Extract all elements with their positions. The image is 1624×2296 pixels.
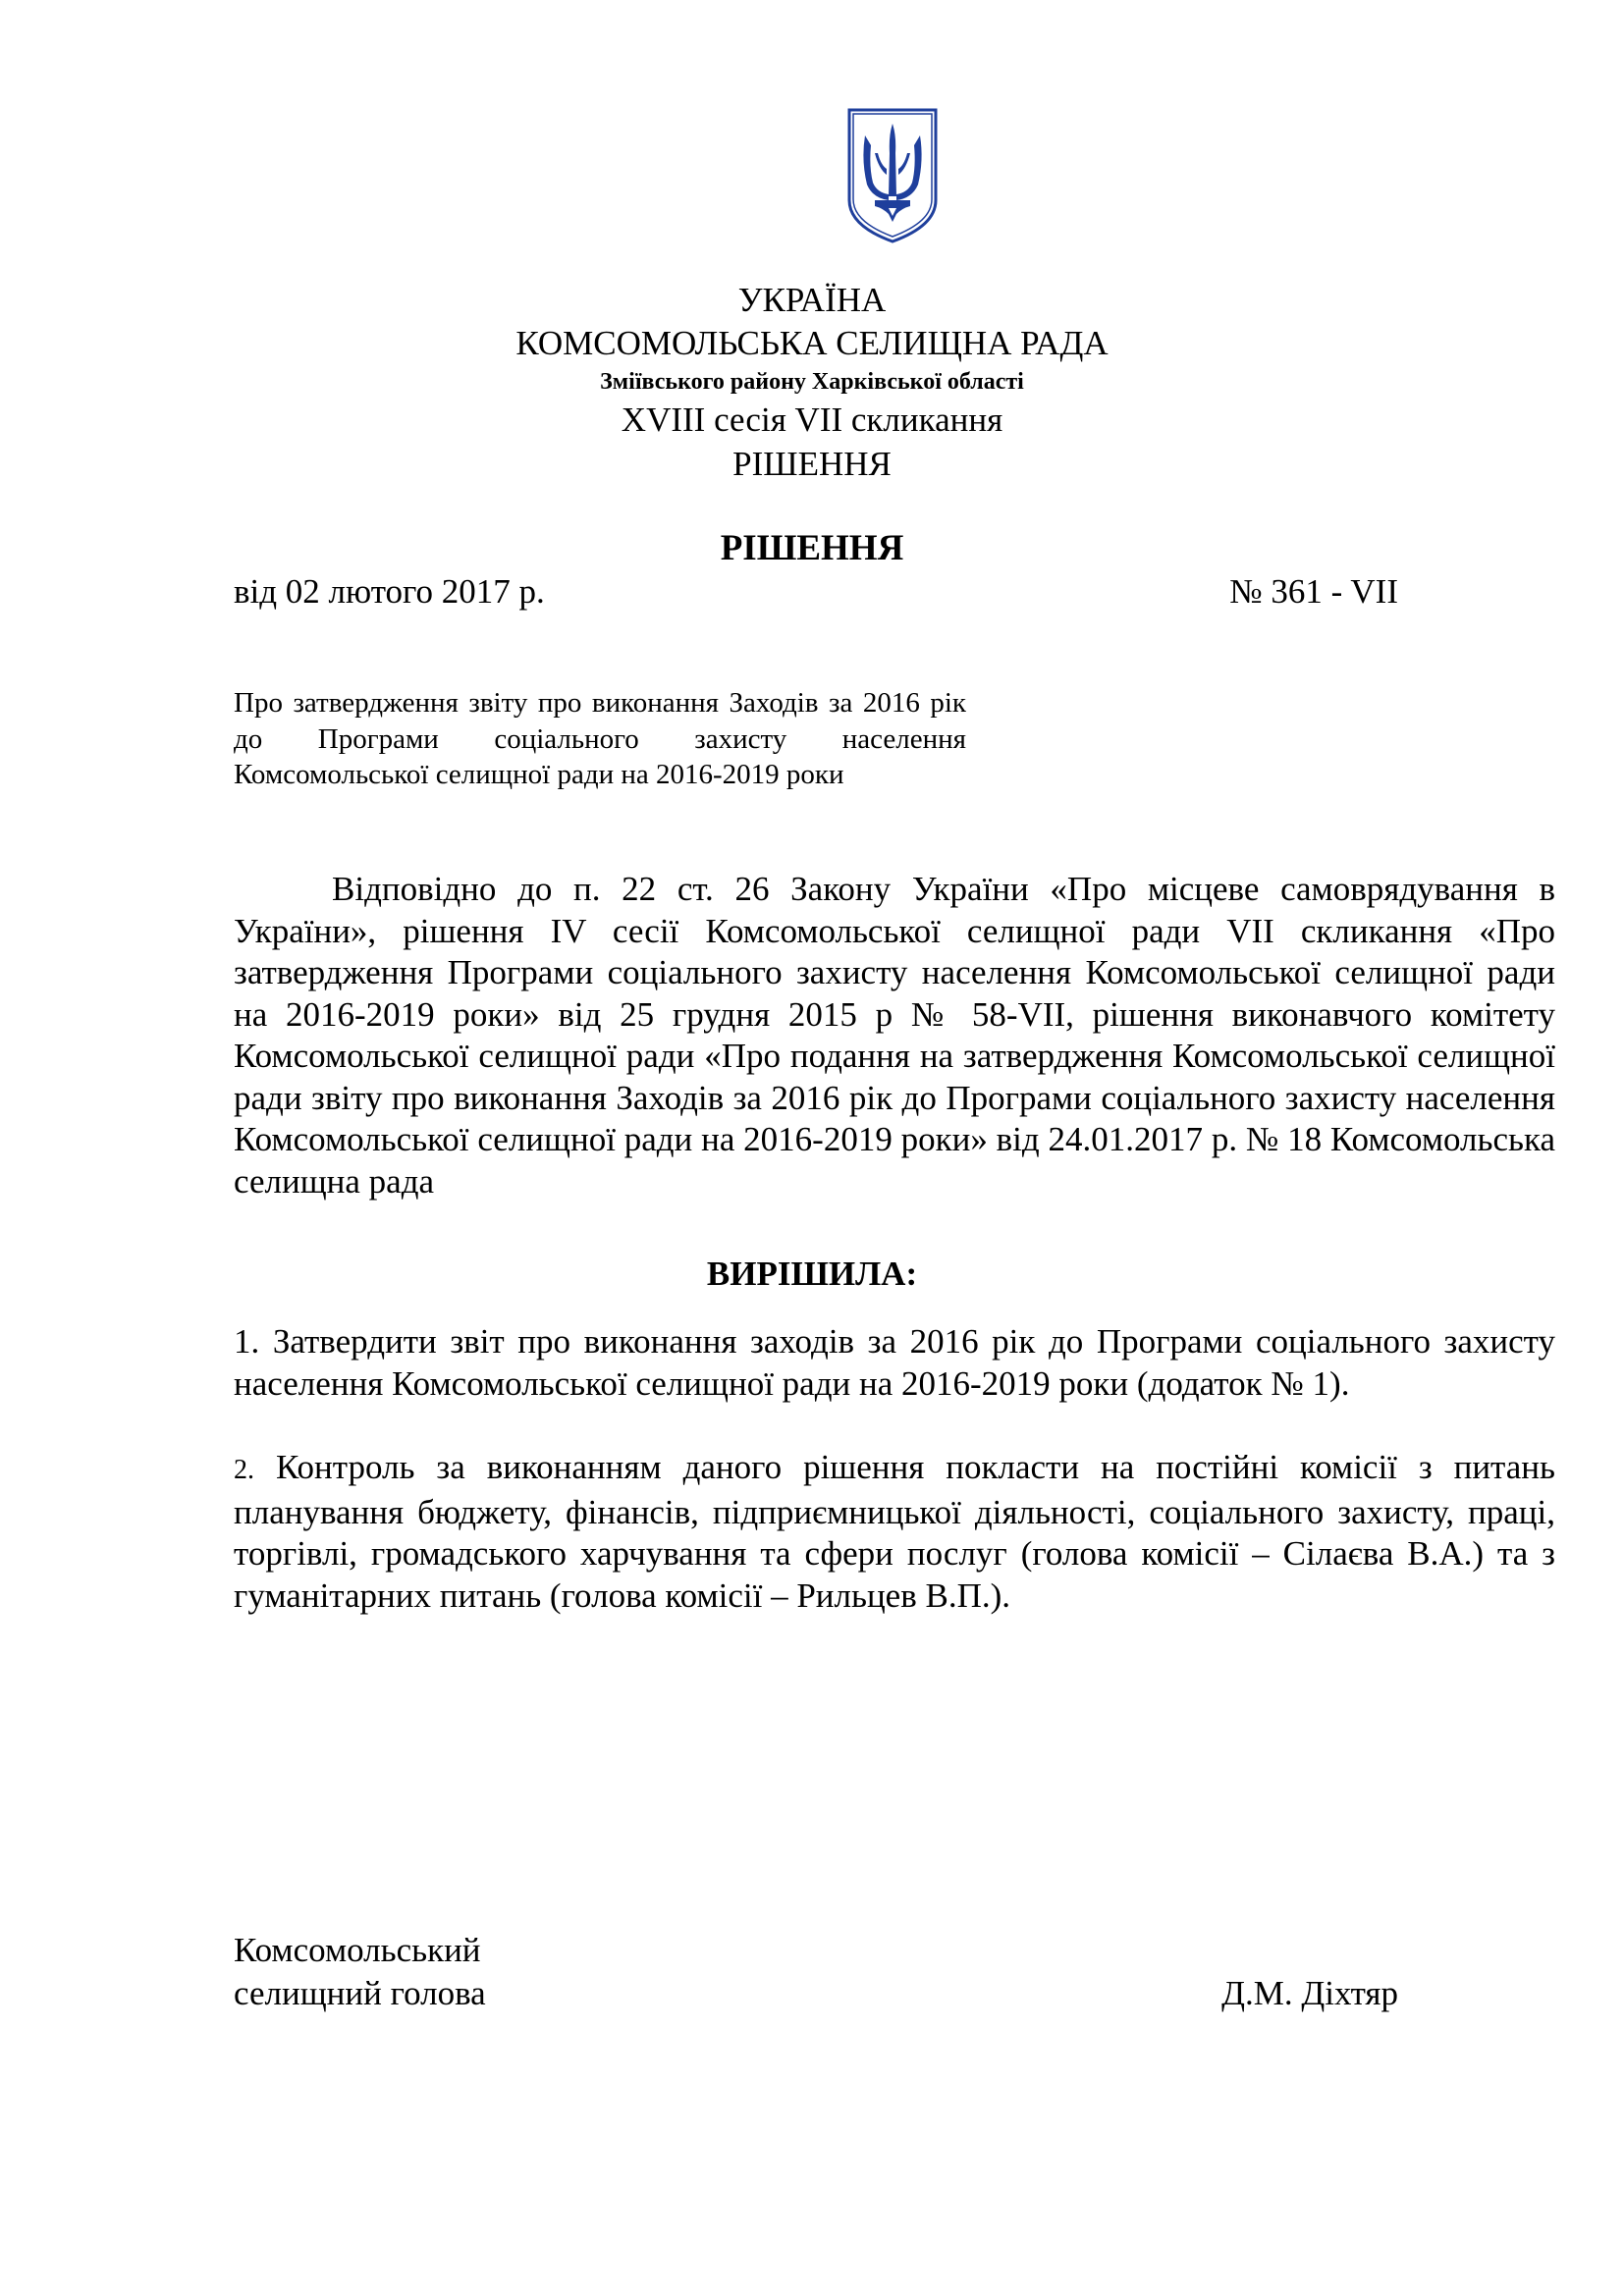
item-number: 2. — [234, 1455, 254, 1485]
document-type-heading: РІШЕННЯ — [732, 445, 892, 483]
district-subheading: Зміївського району Харківської області — [600, 369, 1024, 395]
document-type-heading-bold: РІШЕННЯ — [720, 528, 904, 568]
country-heading: УКРАЇНА — [737, 281, 887, 319]
signatory-position-line2: селищний голова — [234, 1974, 486, 2012]
signature-block — [234, 1929, 1398, 2015]
decision-number: № 361 - VII — [1229, 572, 1398, 611]
item-text: Контроль за виконанням даного рішення покласти на постійні комісії з питань планування бюджету, фінансів, підприємницької діяльності, соціального захисту, праці, торгівлі, громадського харчування та сфери послуг (голова комісії – Сілаєва В.А.) та з гуманітарних питань (голова комісії – Рильцев В.П.). — [234, 1448, 1556, 1615]
signatory-name: Д.М. Діхтяр — [1221, 1974, 1398, 2012]
item-text: Затвердити звіт про виконання заходів за 2016 рік до Програми соціального захисту населення Комсомольської селищної ради на 2016-2019 роки (додаток № 1). — [234, 1322, 1556, 1403]
decided-heading: ВИРІШИЛА: — [706, 1255, 918, 1293]
session-heading: XVIII сесія VII скликання — [621, 400, 1003, 439]
preamble-paragraph: Відповідно до п. 22 ст. 26 Закону України «Про місцеве самоврядування в України», рішення IV сесії Комсомольської селищної ради VII скликання «Про затвердження Програми соціального захисту населення Комсомольської селищної ради на 2016-2019 роки» від 25 грудня 2015 р № 58-VII, рішення виконавчого комітету Комсомольської селищної ради «Про подання на затвердження Комсомольської селищної ради звіту про виконання Заходів за 2016 рік до Програми соціального захисту населення Комсомольської селищної ради на 2016-2019 роки» від 24.01.2017 р. № 18 Комсомольська селищна рада — [234, 870, 1555, 1201]
council-heading: КОМСОМОЛЬСЬКА СЕЛИЩНА РАДА — [515, 324, 1109, 362]
signatory-position-line1: Комсомольський — [234, 1931, 481, 1969]
decision-item-2 — [234, 1447, 1555, 1617]
decision-date: від 02 лютого 2017 р. — [234, 572, 545, 611]
item-number: 1. — [234, 1322, 260, 1361]
date-number-row — [234, 572, 1398, 615]
decision-subject: Про затвердження звіту про виконання Заходів за 2016 рік до Програми соціального захисту населення Комсомольської селищної ради на 2016-2019 роки — [234, 687, 966, 790]
trident-coat-of-arms-icon — [845, 106, 940, 245]
decision-item-1 — [234, 1321, 1555, 1405]
